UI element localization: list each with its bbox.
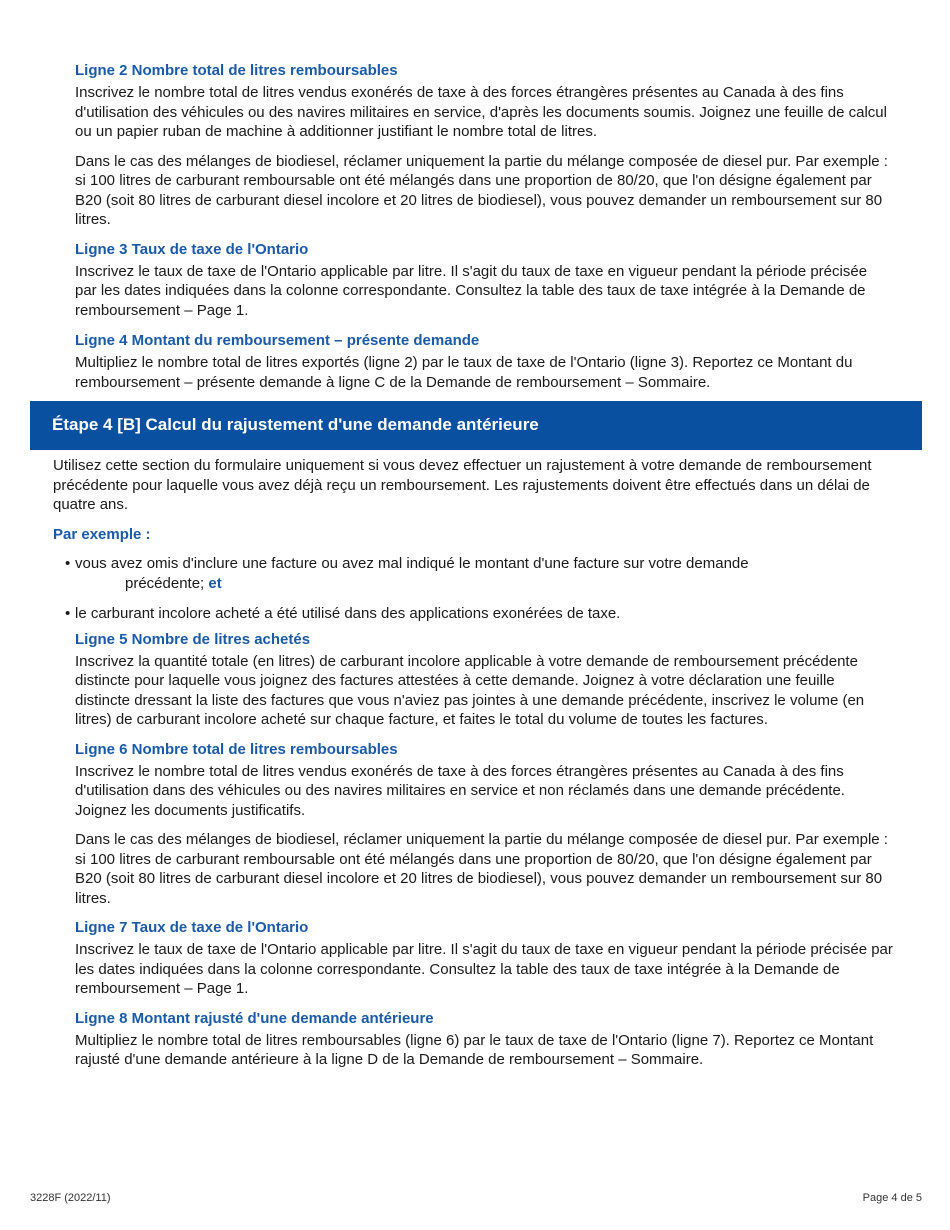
line2-heading: Ligne 2 Nombre total de litres remboursables [75, 62, 398, 79]
adjustment-intro-text: Utilisez cette section du formulaire uniquement si vous devez effectuer un rajustement à votre demande de remboursement précédente pour laquelle vous avez déjà reçu un remboursement. Les rajustements doivent être effectués dans un délai de quatre ans. [53, 457, 872, 513]
line3-heading: Ligne 3 Taux de taxe de l'Ontario [75, 240, 309, 258]
adjustment-lines [75, 627, 893, 1070]
line7-text: Inscrivez le taux de taxe de l'Ontario applicable par litre. Il s'agit du taux de taxe en vigueur pendant la période précisée par les dates indiquées dans la colonne correspondante. Consultez la table des taux de taxe intégrée à la Demande de remboursement – Page 1. [75, 941, 893, 997]
line7-heading: Ligne 7 Taux de taxe de l'Ontario [75, 919, 309, 936]
page-number: Page 4 de 5 [862, 1192, 922, 1204]
line6-heading: Ligne 6 Nombre total de litres remboursables [75, 740, 398, 758]
section-line-instructions-a [75, 61, 890, 392]
line2-biodiesel-text: Dans le cas des mélanges de biodiesel, réclamer uniquement la partie du mélange composée de diesel pur. Par exemple : si 100 litres de carburant remboursable ont été mélangés dans une proportion de 80/20, que l'on désigne également par B20 (soit 80 litres de carburant diesel incolore et 20 litres de biodiesel), vous pouvez demander un remboursement sur 80 litres. [75, 152, 888, 228]
line6-text: Inscrivez le nombre total de litres vendus exonérés de taxe à des forces étrangères présentes au Canada à des fins d'utilisation dans des véhicules ou des navires militaires en service et non réclamés dans une demande précédente. Joignez les documents justificatifs. [75, 762, 845, 819]
line8-text: Multipliez le nombre total de litres remboursables (ligne 6) par le taux de taxe de l'Ontario (ligne 7). Reportez ce Montant rajusté d'une demande antérieure à la ligne D de la Demande de remboursement – Sommaire. [75, 1031, 874, 1068]
bullet-dot: • [65, 604, 71, 622]
line8-heading: Ligne 8 Montant rajusté d'une demande antérieure [75, 1009, 434, 1027]
step4b-banner-title: Étape 4 [B] Calcul du rajustement d'une demande antérieure [52, 415, 539, 434]
line5-heading: Ligne 5 Nombre de litres achetés [75, 630, 311, 648]
bullet-item-1 [65, 554, 893, 594]
example-label: Par exemple : [53, 525, 151, 543]
bullet1-continuation [75, 574, 893, 594]
line3-text: Inscrivez le taux de taxe de l'Ontario applicable par litre. Il s'agit du taux de taxe en vigueur pendant la période précisée par les dates indiquées dans la colonne correspondante. Consultez la table des taux de taxe intégrée à la Demande de remboursement – Page 1. [75, 262, 868, 319]
line6-biodiesel-text: Dans le cas des mélanges de biodiesel, réclamer uniquement la partie du mélange composée de diesel pur. Par exemple : si 100 litres de carburant remboursable ont été mélangés dans une proportion de 80/20, que l'on désigne également par B20 (soit 80 litres de carburant diesel incolore et 20 litres de biodiesel), vous pouvez demander un remboursement sur 80 litres. [75, 831, 888, 907]
bullet-item-2 [65, 604, 893, 624]
bullet2-text: le carburant incolore acheté a été utilisé dans des applications exonérées de taxe. [75, 604, 621, 622]
line5-text: Inscrivez la quantité totale (en litres) de carburant incolore applicable à votre demande de remboursement précédente distincte pour laquelle vous joignez des factures attestées à cette demande. Joignez à votre déclaration une feuille distincte dressant la liste des factures que vous n'aviez pas jointes à une demande précédente, inscrivez le volume (en litres) de carburant incolore acheté sur chaque facture, et faites le total du volume de toutes les factures. [75, 652, 865, 728]
section-adjustment [53, 456, 893, 1070]
line2-text: Inscrivez le nombre total de litres vendus exonérés de taxe à des forces étrangères présentes au Canada à des fins d'utilisation des véhicules ou des navires militaires en service, d'après les documents soumis. Joignez une feuille de calcul ou un papier ruban de machine à additionner justifiant le nombre total de litres. [75, 84, 887, 140]
bullet1-text: vous avez omis d'inclure une facture ou avez mal indiqué le montant d'une facture sur votre demande [75, 554, 749, 572]
bullet-dot: • [65, 554, 71, 572]
form-id: 3228F (2022/11) [30, 1192, 111, 1204]
line4-text: Multipliez le nombre total de litres exportés (ligne 2) par le taux de taxe de l'Ontario (ligne 3). Reportez ce Montant du remboursement – présente demande à ligne C de la Demande de remboursement – Sommaire. [75, 354, 853, 391]
bullet1-and-word: et [208, 574, 222, 592]
step4b-banner [30, 401, 922, 450]
bullet1-text-cont: précédente; [125, 574, 205, 592]
line4-heading: Ligne 4 Montant du remboursement – présente demande [75, 332, 480, 349]
